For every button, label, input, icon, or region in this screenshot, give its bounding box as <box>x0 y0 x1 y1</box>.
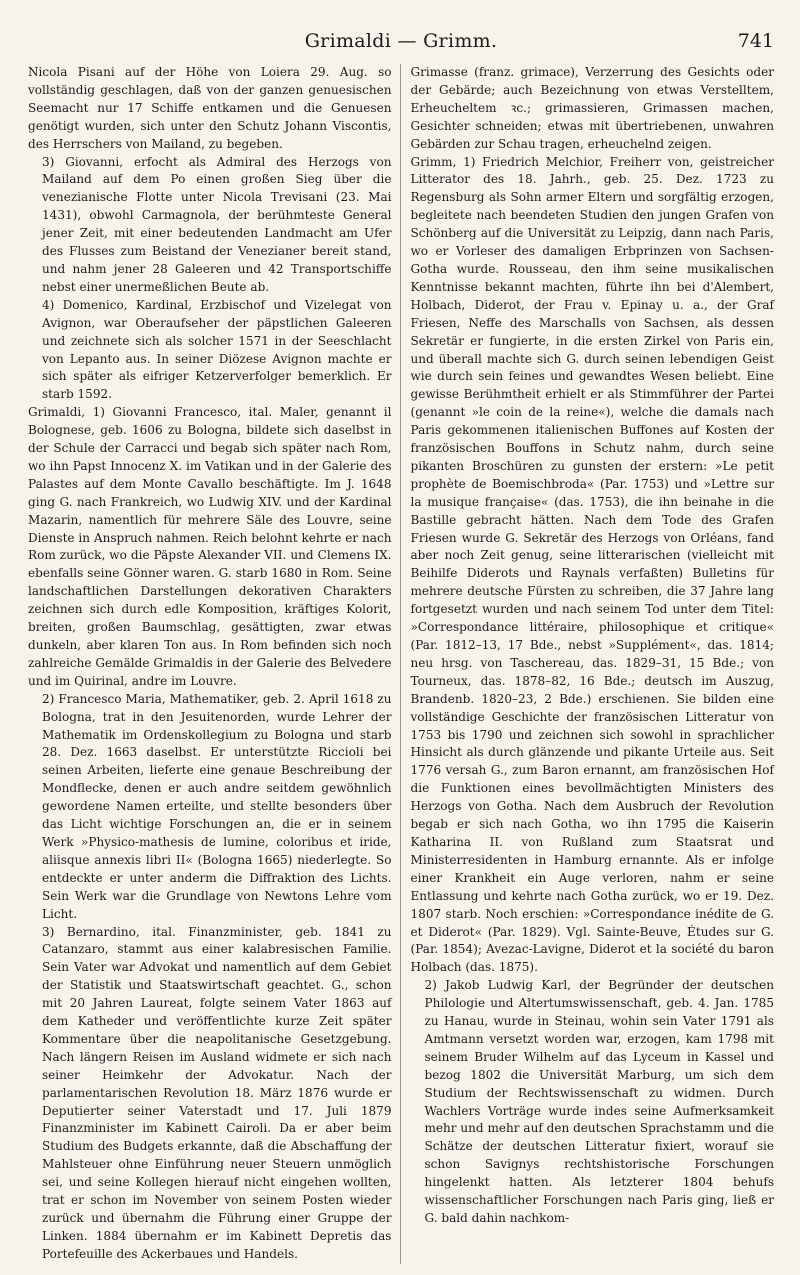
paragraph-grimaldi-bernardino: 3) Bernardino, ital. Finanzminister, geb. 1841 zu Catanzaro, stammt aus einer kalabresischen Familie. Sein Vater war Advokat und namentlich auf dem Gebiet der Statistik und Staatswirtschaft geachtet. G., schon mit 20 Jahren Laureat, folgte seinem Vater 1863 auf dem Katheder und veröffentlichte kurze Zeit später Kommentare über die neapolitanische Gesetzgebung. Nach längern Reisen im Ausland widmete er sich nach seiner Heimkehr der Advokatur. Nach der parlamentarischen Revolution 18. März 1876 wurde er Deputierter seiner Vaterstadt und 17. Juli 1879 Finanzminister im Kabinett Cairoli. Da er aber beim Studium des Budgets erkannte, daß die Abschaffung der Mahlsteuer ohne Einführung neuer Steuern unmöglich sei, und seine Kollegen hierauf nicht eingehen wollten, trat er schon im November von seinem Posten wieder zurück und übernahm die Führung einer Gruppe der Linken. 1884 übernahm er im Kabinett Depretis das Portefeuille des Ackerbaues und Handels. <box>42 924 392 1261</box>
page-header <box>28 30 774 60</box>
paragraph-grimm-jakob: 2) Jakob Ludwig Karl, der Begründer der deutschen Philologie und Altertumswissenschaft, geb. 4. Jan. 1785 zu Hanau, wurde in Steinau, wohin sein Vater 1791 als Amtmann versetzt worden war, erzogen, kam 1798 mit seinem Bruder Wilhelm auf das Lyceum in Kassel und bezog 1802 die Universität Marburg, um sich dem Studium der Rechtswissenschaft zu widmen. Durch Wachlers Vorträge wurde indes seine Aufmerksamkeit mehr und mehr auf den deutschen Sprachstamm und die Schätze der deutschen Litteratur fixiert, worauf sie schon Savignys rechtshistorische Forschungen hingelenkt hatten. Als letzterer 1804 behufs wissenschaftlicher Forschungen nach Paris ging, ließ er G. bald dahin nachkom- <box>424 978 774 1225</box>
right-column <box>411 64 775 1264</box>
paragraph-grimaldi-giovanni-admiral: 3) Giovanni, erfocht als Admiral des Herzogs von Mailand auf dem Po einen großen Sieg über die venezianische Flotte unter Nicola Trevisani (23. Mai 1431), obwohl Carmagnola, der berühmteste General jener Zeit, mit einer bedeutenden Landmacht am Ufer des Flusses zum Beistand der Venezianer bereit stand, und nahm jener 28 Galeeren und 42 Transportschiffe nebst einer unermeßlichen Beute ab. <box>42 154 392 294</box>
text-columns <box>28 64 774 1264</box>
paragraph-grimm-friedrich-melchior: Grimm, 1) Friedrich Melchior, Freiherr von, geistreicher Litterator des 18. Jahrh., geb. 25. Dez. 1723 zu Regensburg als Sohn armer Eltern und sorgfältig erzogen, begleitete nach beendeten Studien den jungen Grafen von Schönberg auf die Universität zu Leipzig, dann nach Paris, wo er Vorleser des damaligen Erbprinzen von Sachsen-Gotha wurde. Rousseau, den ihm seine musikalischen Kenntnisse bekannt machten, führte ihn bei d'Alembert, Holbach, Diderot, der Frau v. Epinay u. a., der Graf Friesen, Neffe des Marschalls von Sachsen, als dessen Sekretär er fungierte, in die ersten Zirkel von Paris ein, und überall machte sich G. durch seinen lebendigen Geist wie durch sein feines und gewandtes Wesen beliebt. Eine gewisse Berühmtheit erhielt er als Stimmführer der Partei (genannt »le coin de la reine«), welche die damals nach Paris gekommenen italienischen Buffones auf Kosten der französischen Bouffons in Schutz nahm, durch seine pikanten Broschüren zu gunsten der erstern: »Le petit prophète de Boemischbroda« (Par. 1753) und »Lettre sur la musique française« (das. 1753), die ihn beinahe in die Bastille gebracht hätten. Nach dem Tode des Grafen Friesen wurde G. Sekretär des Herzogs von Orléans, fand aber noch Zeit genug, seine litterarischen (vielleicht mit Beihilfe Diderots und Raynals verfaßten) Bulletins für mehrere deutsche Fürsten zu schreiben, die 37 Jahre lang fortgesetzt wurden und nach seinem Tod unter dem Titel: »Correspondance littéraire, philosophique et critique« (Par. 1812–13, 17 Bde., nebst »Supplément«, das. 1814; neu hrsg. von Taschereau, das. 1829–31, 15 Bde.; von Tourneux, das. 1878–82, 16 Bde.; deutsch im Auszug, Brandenb. 1820–23, 2 Bde.) erschienen. Sie bilden eine vollständige Geschichte der französischen Litteratur von 1753 bis 1790 und zeichnen sich sowohl in sprachlicher Hinsicht als durch glänzende und pikante Urteile aus. Seit 1776 versah G., zum Baron ernannt, am französischen Hof die Funktionen eines bevollmächtigten Ministers des Herzogs von Gotha. Nach dem Ausbruch der Revolution begab er sich nach Gotha, wo ihn 1795 die Kaiserin Katharina II. von Rußland zum Staatsrat und Ministerresidenten in Hamburg ernannte. Als er infolge einer Krankheit ein Auge verloren, nahm er seine Entlassung und kehrte nach Gotha zurück, wo er 19. Dez. 1807 starb. Noch erschien: »Correspondance inédite de G. et Diderot« (Par. 1829). Vgl. Sainte-Beuve, Études sur G. (Par. 1854); Avezac-Lavigne, Diderot et la société du baron Holbach (das. 1875). <box>410 154 774 975</box>
left-column <box>28 64 401 1264</box>
paragraph-grimasse: Grimasse (franz. grimace), Verzerrung des Gesichts oder der Gebärde; auch Bezeichnung von etwas Verstelltem, Erheucheltem ꝛc.; grimassieren, Grimassen machen, Gesichter schneiden; etwas mit übertriebenen, unwahren Gebärden zur Schau tragen, erheuchelnd zeigen. <box>410 65 774 151</box>
paragraph-grimaldi-francesco-maria: 2) Francesco Maria, Mathematiker, geb. 2. April 1618 zu Bologna, trat in den Jesuitenorden, wurde Lehrer der Mathematik im Ordenskollegium zu Bologna und starb 28. Dez. 1663 daselbst. Er unterstützte Riccioli bei seinen Arbeiten, lieferte eine genaue Beschreibung der Mondflecke, denen er auch andre seitdem gewöhnlich gewordene Namen erteilte, und stellte besonders über das Licht wichtige Forschungen an, die er in seinem Werk »Physico-mathesis de lumine, coloribus et iride, aliisque annexis libri II« (Bologna 1665) niederlegte. So entdeckte er unter anderm die Diffraktion des Lichts. Sein Werk war die Grundlage von Newtons Lehre vom Licht. <box>42 691 392 921</box>
paragraph-grimaldi-domenico: 4) Domenico, Kardinal, Erzbischof und Vizelegat von Avignon, war Oberaufseher der päpstlichen Galeeren und zeichnete sich als solcher 1571 in der Seeschlacht von Lepanto aus. In seiner Diözese Avignon machte er sich später als eifriger Ketzerverfolger bemerklich. Er starb 1592. <box>42 297 392 402</box>
page-number: 741 <box>737 30 774 52</box>
running-title: Grimaldi — Grimm. <box>304 30 498 52</box>
paragraph-grimaldi-giovanni-francesco: Grimaldi, 1) Giovanni Francesco, ital. Maler, genannt il Bolognese, geb. 1606 zu Bologna, bildete sich daselbst in der Schule der Carracci und begab sich später nach Rom, wo ihn Papst Innocenz X. im Vatikan und in der Galerie des Palastes auf dem Monte Cavallo beschäftigte. Im J. 1648 ging G. nach Frankreich, wo Ludwig XIV. und der Kardinal Mazarin, namentlich für mehrere Säle des Louvre, seine Dienste in Anspruch nahmen. Reich belohnt kehrte er nach Rom zurück, wo die Päpste Alexander VII. und Clemens IX. ebenfalls seine Gönner waren. G. starb 1680 in Rom. Seine landschaftlichen Darstellungen dekorativen Charakters zeichnen sich durch edle Komposition, kräftiges Kolorit, breiten, großen Baumschlag, gesättigten, zwar etwas dunkeln, aber klaren Ton aus. In Rom befinden sich noch zahlreiche Gemälde Grimaldis in der Galerie des Belvedere und im Quirinal, andre im Louvre. <box>28 405 392 688</box>
paragraph-grimaldi-nicola-cont: Nicola Pisani auf der Höhe von Loiera 29. Aug. so vollständig geschlagen, daß von der ganzen genuesischen Seemacht nur 17 Schiffe entkamen und die Genuesen genötigt wurden, sich unter den Schutz Johann Viscontis, des Herrschers von Mailand, zu begeben. <box>28 65 392 151</box>
